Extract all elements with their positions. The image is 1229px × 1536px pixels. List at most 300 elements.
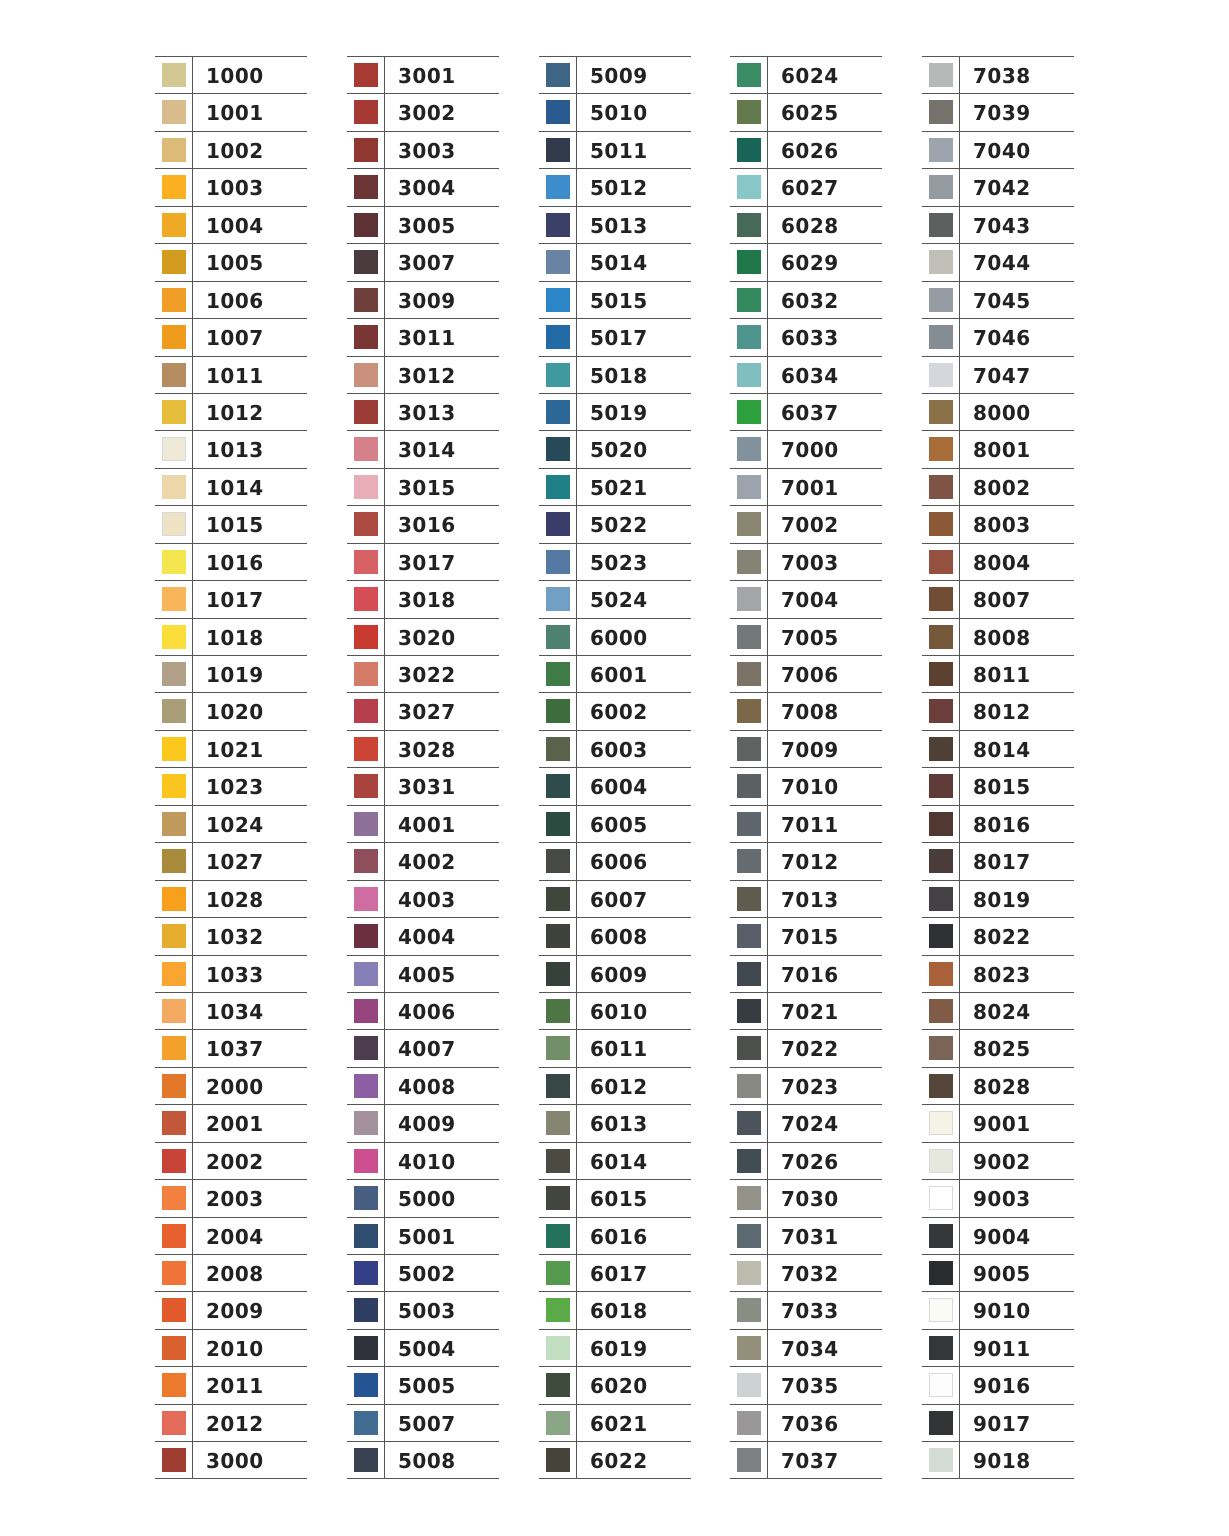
color-row bbox=[922, 580, 1074, 617]
color-swatch bbox=[737, 737, 761, 761]
color-swatch bbox=[354, 625, 378, 649]
color-row bbox=[922, 131, 1074, 168]
color-swatch bbox=[162, 512, 186, 536]
color-swatch bbox=[354, 849, 378, 873]
column-divider bbox=[767, 1292, 768, 1328]
color-swatch bbox=[354, 774, 378, 798]
color-row bbox=[155, 430, 307, 467]
color-swatch bbox=[546, 962, 570, 986]
color-code-label: 7022 bbox=[781, 1037, 839, 1062]
color-code-label: 5012 bbox=[590, 176, 648, 201]
column-divider bbox=[576, 169, 577, 205]
color-code-label: 4009 bbox=[398, 1112, 456, 1137]
column-divider bbox=[576, 1180, 577, 1216]
color-row bbox=[347, 1217, 499, 1254]
color-swatch bbox=[546, 1186, 570, 1210]
column-divider bbox=[576, 918, 577, 954]
color-swatch bbox=[737, 1036, 761, 1060]
color-code-label: 4002 bbox=[398, 850, 456, 875]
color-row bbox=[539, 842, 691, 879]
color-code-label: 1037 bbox=[206, 1037, 264, 1062]
column-divider bbox=[384, 1143, 385, 1179]
color-code-label: 8002 bbox=[973, 475, 1031, 500]
color-row bbox=[922, 168, 1074, 205]
column-divider bbox=[192, 806, 193, 842]
color-row bbox=[155, 1029, 307, 1066]
color-code-label: 4006 bbox=[398, 999, 456, 1024]
color-code-label: 3012 bbox=[398, 363, 456, 388]
color-row bbox=[347, 281, 499, 318]
color-swatch bbox=[354, 363, 378, 387]
column-divider bbox=[576, 731, 577, 767]
column-divider bbox=[959, 581, 960, 617]
column-divider bbox=[959, 57, 960, 93]
column-divider bbox=[384, 731, 385, 767]
column-divider bbox=[959, 394, 960, 430]
color-swatch bbox=[737, 1261, 761, 1285]
column-divider bbox=[192, 918, 193, 954]
color-row bbox=[730, 618, 882, 655]
color-swatch bbox=[737, 699, 761, 723]
color-row bbox=[730, 1067, 882, 1104]
color-code-label: 1014 bbox=[206, 475, 264, 500]
color-swatch bbox=[737, 1336, 761, 1360]
color-code-label: 8004 bbox=[973, 550, 1031, 575]
color-swatch bbox=[546, 213, 570, 237]
column-divider bbox=[767, 544, 768, 580]
color-swatch bbox=[354, 1298, 378, 1322]
color-row bbox=[539, 430, 691, 467]
color-swatch bbox=[737, 1074, 761, 1098]
color-code-label: 7038 bbox=[973, 64, 1031, 88]
color-row bbox=[539, 131, 691, 168]
color-code-label: 2010 bbox=[206, 1336, 264, 1361]
column-divider bbox=[384, 1442, 385, 1477]
color-row bbox=[730, 356, 882, 393]
color-row bbox=[539, 206, 691, 243]
color-code-label: 7032 bbox=[781, 1262, 839, 1286]
color-swatch bbox=[162, 250, 186, 274]
column-divider bbox=[767, 207, 768, 243]
color-code-label: 7004 bbox=[781, 588, 839, 613]
column-divider bbox=[576, 506, 577, 542]
column-divider bbox=[576, 1255, 577, 1291]
column-divider bbox=[384, 956, 385, 992]
color-swatch bbox=[162, 1036, 186, 1060]
color-row bbox=[730, 580, 882, 617]
color-swatch bbox=[354, 288, 378, 312]
color-swatch bbox=[162, 288, 186, 312]
color-row bbox=[347, 131, 499, 168]
color-swatch bbox=[354, 587, 378, 611]
color-row bbox=[155, 468, 307, 505]
color-swatch bbox=[354, 1448, 378, 1472]
column-divider bbox=[576, 469, 577, 505]
color-swatch bbox=[546, 475, 570, 499]
color-row bbox=[539, 992, 691, 1029]
color-row bbox=[539, 1142, 691, 1179]
color-code-label: 1020 bbox=[206, 700, 264, 725]
color-swatch bbox=[929, 1074, 953, 1098]
color-row bbox=[730, 543, 882, 580]
color-swatch bbox=[162, 1298, 186, 1322]
color-code-label: 5002 bbox=[398, 1262, 456, 1286]
color-swatch bbox=[546, 699, 570, 723]
color-swatch bbox=[162, 550, 186, 574]
color-row bbox=[922, 730, 1074, 767]
color-code-label: 4008 bbox=[398, 1074, 456, 1099]
color-swatch bbox=[354, 175, 378, 199]
color-swatch bbox=[546, 662, 570, 686]
color-code-label: 3004 bbox=[398, 176, 456, 201]
column-divider bbox=[959, 1367, 960, 1403]
color-code-label: 8022 bbox=[973, 925, 1031, 950]
column-divider bbox=[576, 956, 577, 992]
color-swatch bbox=[929, 363, 953, 387]
color-row bbox=[539, 655, 691, 692]
color-code-label: 1033 bbox=[206, 962, 264, 987]
column-divider bbox=[192, 619, 193, 655]
color-row bbox=[155, 955, 307, 992]
color-code-label: 7037 bbox=[781, 1449, 839, 1474]
color-swatch bbox=[929, 1186, 953, 1210]
column-divider bbox=[767, 394, 768, 430]
color-swatch bbox=[929, 1111, 953, 1135]
column-divider bbox=[959, 993, 960, 1029]
color-swatch bbox=[354, 699, 378, 723]
color-row bbox=[922, 1142, 1074, 1179]
color-row bbox=[539, 93, 691, 130]
column-divider bbox=[959, 1292, 960, 1328]
column-divider bbox=[192, 319, 193, 355]
color-row bbox=[347, 356, 499, 393]
color-code-label: 4001 bbox=[398, 812, 456, 837]
color-row bbox=[730, 281, 882, 318]
color-row bbox=[922, 917, 1074, 954]
color-swatch bbox=[546, 737, 570, 761]
column-divider bbox=[192, 169, 193, 205]
color-swatch bbox=[929, 250, 953, 274]
color-code-label: 2000 bbox=[206, 1074, 264, 1099]
column-divider bbox=[192, 506, 193, 542]
color-swatch bbox=[929, 325, 953, 349]
color-code-label: 7035 bbox=[781, 1374, 839, 1399]
color-swatch bbox=[546, 1036, 570, 1060]
color-code-label: 6013 bbox=[590, 1112, 648, 1137]
column-divider bbox=[959, 94, 960, 130]
column-divider bbox=[576, 244, 577, 280]
color-swatch bbox=[929, 213, 953, 237]
color-swatch bbox=[929, 812, 953, 836]
column-divider bbox=[576, 806, 577, 842]
color-code-label: 8014 bbox=[973, 737, 1031, 762]
color-code-label: 6027 bbox=[781, 176, 839, 201]
column-divider bbox=[767, 1405, 768, 1441]
color-code-label: 1032 bbox=[206, 925, 264, 950]
color-code-label: 8000 bbox=[973, 400, 1031, 425]
column-divider bbox=[959, 768, 960, 804]
color-swatch bbox=[929, 512, 953, 536]
column-divider bbox=[192, 1330, 193, 1366]
color-row bbox=[347, 655, 499, 692]
color-swatch bbox=[354, 1111, 378, 1135]
color-row bbox=[347, 1404, 499, 1441]
color-row bbox=[539, 356, 691, 393]
color-row bbox=[155, 131, 307, 168]
color-swatch bbox=[162, 138, 186, 162]
column-divider bbox=[192, 1405, 193, 1441]
color-code-label: 1004 bbox=[206, 213, 264, 238]
color-swatch bbox=[354, 138, 378, 162]
column-divider bbox=[576, 207, 577, 243]
color-swatch bbox=[737, 1448, 761, 1472]
color-swatch bbox=[546, 288, 570, 312]
color-swatch bbox=[354, 550, 378, 574]
color-row bbox=[730, 505, 882, 542]
column-divider bbox=[192, 1068, 193, 1104]
color-swatch bbox=[737, 662, 761, 686]
color-swatch bbox=[546, 587, 570, 611]
color-swatch bbox=[737, 812, 761, 836]
color-row bbox=[922, 880, 1074, 917]
color-row bbox=[922, 992, 1074, 1029]
color-swatch bbox=[354, 1336, 378, 1360]
color-row bbox=[922, 1104, 1074, 1141]
color-code-label: 5021 bbox=[590, 475, 648, 500]
color-row bbox=[922, 1291, 1074, 1328]
color-code-label: 1000 bbox=[206, 64, 264, 88]
color-code-label: 7047 bbox=[973, 363, 1031, 388]
color-column bbox=[155, 56, 307, 1479]
column-divider bbox=[384, 1180, 385, 1216]
column-divider bbox=[959, 693, 960, 729]
color-row bbox=[539, 1217, 691, 1254]
color-swatch bbox=[929, 587, 953, 611]
color-code-label: 9004 bbox=[973, 1224, 1031, 1249]
color-row bbox=[155, 206, 307, 243]
color-code-label: 6005 bbox=[590, 812, 648, 837]
color-code-label: 3027 bbox=[398, 700, 456, 725]
color-row bbox=[539, 468, 691, 505]
color-swatch bbox=[929, 662, 953, 686]
color-row bbox=[347, 692, 499, 729]
color-row bbox=[155, 842, 307, 879]
column-divider bbox=[767, 431, 768, 467]
color-row bbox=[347, 1366, 499, 1403]
color-code-label: 6008 bbox=[590, 925, 648, 950]
color-row bbox=[730, 468, 882, 505]
color-swatch bbox=[737, 550, 761, 574]
color-code-label: 5008 bbox=[398, 1449, 456, 1474]
color-row bbox=[922, 356, 1074, 393]
color-code-label: 8019 bbox=[973, 887, 1031, 912]
color-code-label: 4003 bbox=[398, 887, 456, 912]
color-swatch bbox=[354, 437, 378, 461]
color-swatch bbox=[354, 1036, 378, 1060]
color-swatch bbox=[737, 887, 761, 911]
color-swatch bbox=[546, 175, 570, 199]
color-row bbox=[347, 543, 499, 580]
column-divider bbox=[576, 656, 577, 692]
color-swatch bbox=[929, 1036, 953, 1060]
color-code-label: 6004 bbox=[590, 775, 648, 800]
column-divider bbox=[384, 843, 385, 879]
color-row bbox=[155, 1366, 307, 1403]
color-swatch bbox=[929, 1448, 953, 1472]
color-swatch bbox=[546, 1224, 570, 1248]
color-row bbox=[539, 917, 691, 954]
color-code-label: 1021 bbox=[206, 737, 264, 762]
color-code-label: 6020 bbox=[590, 1374, 648, 1399]
column-divider bbox=[767, 1367, 768, 1403]
color-swatch bbox=[162, 774, 186, 798]
column-divider bbox=[959, 806, 960, 842]
column-divider bbox=[384, 357, 385, 393]
color-code-label: 7011 bbox=[781, 812, 839, 837]
color-code-label: 5003 bbox=[398, 1299, 456, 1324]
color-code-label: 7033 bbox=[781, 1299, 839, 1324]
color-swatch bbox=[546, 1149, 570, 1173]
color-code-label: 6029 bbox=[781, 251, 839, 276]
color-row bbox=[539, 243, 691, 280]
color-swatch bbox=[354, 63, 378, 87]
color-code-label: 7042 bbox=[973, 176, 1031, 201]
color-swatch bbox=[162, 924, 186, 948]
color-code-label: 2009 bbox=[206, 1299, 264, 1324]
color-row bbox=[155, 880, 307, 917]
column-divider bbox=[959, 731, 960, 767]
color-swatch bbox=[162, 1074, 186, 1098]
color-row bbox=[347, 1291, 499, 1328]
color-row bbox=[347, 468, 499, 505]
color-row bbox=[730, 842, 882, 879]
color-swatch bbox=[737, 1411, 761, 1435]
column-divider bbox=[576, 693, 577, 729]
color-swatch bbox=[737, 175, 761, 199]
color-code-label: 6012 bbox=[590, 1074, 648, 1099]
color-swatch bbox=[162, 1448, 186, 1472]
color-code-label: 5000 bbox=[398, 1187, 456, 1212]
color-column bbox=[730, 56, 882, 1479]
color-row bbox=[730, 318, 882, 355]
color-swatch bbox=[162, 475, 186, 499]
column-divider bbox=[192, 57, 193, 93]
color-row bbox=[730, 56, 882, 93]
color-code-label: 7003 bbox=[781, 550, 839, 575]
color-row bbox=[922, 505, 1074, 542]
color-row bbox=[155, 1441, 307, 1478]
column-divider bbox=[959, 1330, 960, 1366]
color-row bbox=[347, 1029, 499, 1066]
color-row bbox=[730, 1142, 882, 1179]
column-divider bbox=[192, 1030, 193, 1066]
color-row bbox=[922, 1179, 1074, 1216]
color-code-label: 6000 bbox=[590, 625, 648, 650]
color-code-label: 2001 bbox=[206, 1112, 264, 1137]
color-code-label: 3015 bbox=[398, 475, 456, 500]
color-row bbox=[730, 243, 882, 280]
color-swatch bbox=[737, 1298, 761, 1322]
column-divider bbox=[959, 282, 960, 318]
color-row bbox=[730, 393, 882, 430]
color-code-label: 9016 bbox=[973, 1374, 1031, 1399]
color-row bbox=[155, 917, 307, 954]
color-code-label: 6014 bbox=[590, 1149, 648, 1174]
color-row bbox=[539, 505, 691, 542]
color-row bbox=[347, 618, 499, 655]
column-divider bbox=[384, 993, 385, 1029]
color-swatch bbox=[162, 400, 186, 424]
color-swatch bbox=[162, 437, 186, 461]
column-divider bbox=[192, 244, 193, 280]
color-swatch bbox=[546, 1373, 570, 1397]
color-code-label: 9002 bbox=[973, 1149, 1031, 1174]
color-code-label: 8024 bbox=[973, 999, 1031, 1024]
color-row bbox=[539, 1179, 691, 1216]
column-divider bbox=[384, 806, 385, 842]
color-swatch bbox=[162, 662, 186, 686]
color-row bbox=[155, 393, 307, 430]
color-row bbox=[922, 1404, 1074, 1441]
color-code-label: 7012 bbox=[781, 850, 839, 875]
color-code-label: 7008 bbox=[781, 700, 839, 725]
color-row bbox=[155, 318, 307, 355]
column-divider bbox=[384, 469, 385, 505]
column-divider bbox=[192, 843, 193, 879]
color-swatch bbox=[162, 213, 186, 237]
column-divider bbox=[767, 993, 768, 1029]
color-row bbox=[155, 1404, 307, 1441]
color-row bbox=[922, 955, 1074, 992]
column-divider bbox=[192, 469, 193, 505]
color-swatch bbox=[737, 363, 761, 387]
color-code-label: 5010 bbox=[590, 101, 648, 126]
column-divider bbox=[576, 282, 577, 318]
column-divider bbox=[192, 1367, 193, 1403]
color-code-label: 1027 bbox=[206, 850, 264, 875]
color-row bbox=[155, 730, 307, 767]
color-row bbox=[155, 692, 307, 729]
column-divider bbox=[384, 94, 385, 130]
column-divider bbox=[576, 1030, 577, 1066]
color-row bbox=[730, 1029, 882, 1066]
color-code-label: 7016 bbox=[781, 962, 839, 987]
color-code-label: 5005 bbox=[398, 1374, 456, 1399]
color-row bbox=[730, 655, 882, 692]
color-swatch bbox=[929, 437, 953, 461]
color-swatch bbox=[162, 100, 186, 124]
column-divider bbox=[384, 881, 385, 917]
color-row bbox=[347, 56, 499, 93]
color-swatch bbox=[929, 699, 953, 723]
color-swatch bbox=[162, 1411, 186, 1435]
color-swatch bbox=[737, 774, 761, 798]
column-divider bbox=[576, 581, 577, 617]
color-code-label: 9018 bbox=[973, 1449, 1031, 1474]
color-code-label: 1002 bbox=[206, 138, 264, 163]
color-code-label: 5014 bbox=[590, 251, 648, 276]
color-swatch bbox=[929, 550, 953, 574]
color-row bbox=[155, 356, 307, 393]
color-row bbox=[347, 1067, 499, 1104]
color-row bbox=[347, 955, 499, 992]
color-row bbox=[155, 543, 307, 580]
color-swatch bbox=[737, 999, 761, 1023]
color-code-label: 5022 bbox=[590, 513, 648, 538]
color-row bbox=[539, 692, 691, 729]
color-swatch bbox=[546, 1111, 570, 1135]
column-divider bbox=[959, 244, 960, 280]
